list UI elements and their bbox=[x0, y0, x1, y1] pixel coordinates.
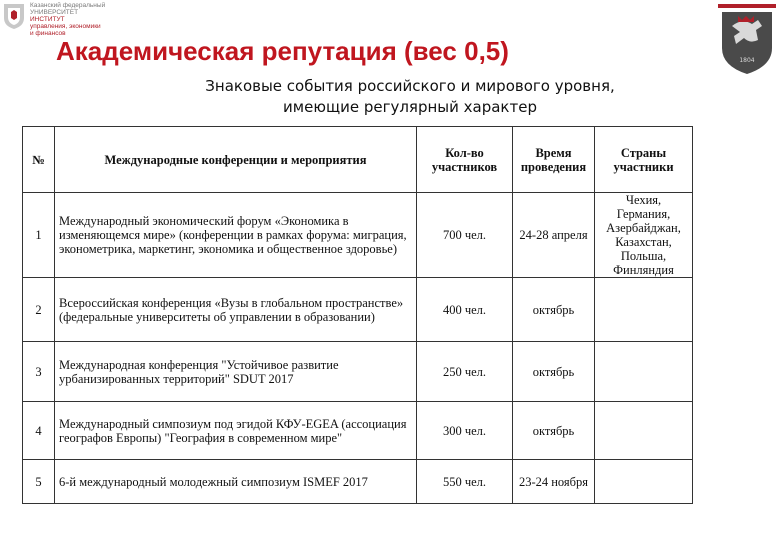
row-count: 550 чел. bbox=[417, 460, 513, 504]
row-num: 4 bbox=[23, 402, 55, 460]
row-name: Международный экономический форум «Экономика в изменяющемся мире» (конференции в рамках форума: миграция, эконометрика, маркетинг, экономика и общественное здоровье) bbox=[55, 193, 417, 278]
subtitle-line-1: Знаковые события российского и мирового уровня, bbox=[205, 77, 615, 95]
kfu-logo-year: 1804 bbox=[739, 57, 755, 64]
kfu-shield-logo-icon bbox=[718, 4, 776, 76]
row-count: 400 чел. bbox=[417, 278, 513, 342]
header-time: Время проведения bbox=[513, 127, 595, 193]
row-time: октябрь bbox=[513, 402, 595, 460]
header-num: № bbox=[23, 127, 55, 193]
row-countries bbox=[595, 278, 693, 342]
row-num: 5 bbox=[23, 460, 55, 504]
university-emblem-icon bbox=[2, 2, 26, 30]
row-count: 300 чел. bbox=[417, 402, 513, 460]
university-logo bbox=[2, 2, 122, 37]
row-name: Всероссийская конференция «Вузы в глобальном пространстве» (федеральные университеты об управлении в образовании) bbox=[55, 278, 417, 342]
row-countries bbox=[595, 342, 693, 402]
table-header-row bbox=[23, 127, 693, 193]
table-row bbox=[23, 193, 693, 278]
table-row bbox=[23, 278, 693, 342]
header-name: Международные конференции и мероприятия bbox=[55, 127, 417, 193]
table-row bbox=[23, 402, 693, 460]
row-num: 1 bbox=[23, 193, 55, 278]
table-row bbox=[23, 342, 693, 402]
row-name: Международный симпозиум под эгидой КФУ-EGEA (ассоциация географов Европы) "География в современном мире" bbox=[55, 402, 417, 460]
row-num: 3 bbox=[23, 342, 55, 402]
row-num: 2 bbox=[23, 278, 55, 342]
university-logo-text: Казанский федеральный УНИВЕРСИТЕТ ИНСТИТУТ управления, экономики и финансов bbox=[30, 2, 106, 37]
row-countries bbox=[595, 402, 693, 460]
row-name: Международная конференция "Устойчивое развитие урбанизированных территорий" SDUT 2017 bbox=[55, 342, 417, 402]
row-time: 23-24 ноября bbox=[513, 460, 595, 504]
events-table bbox=[22, 126, 693, 504]
row-time: октябрь bbox=[513, 278, 595, 342]
row-name: 6-й международный молодежный симпозиум ISMEF 2017 bbox=[55, 460, 417, 504]
table-row bbox=[23, 460, 693, 504]
row-time: 24-28 апреля bbox=[513, 193, 595, 278]
slide-title: Академическая репутация (вес 0,5) bbox=[56, 36, 509, 66]
subtitle-line-2: имеющие регулярный характер bbox=[283, 98, 537, 116]
row-countries: Чехия, Германия, Азербайджан, Казахстан, Польша, Финляндия bbox=[595, 193, 693, 278]
row-count: 700 чел. bbox=[417, 193, 513, 278]
header-count: Кол-во участников bbox=[417, 127, 513, 193]
row-time: октябрь bbox=[513, 342, 595, 402]
row-countries bbox=[595, 460, 693, 504]
row-count: 250 чел. bbox=[417, 342, 513, 402]
slide-subtitle bbox=[170, 76, 650, 118]
header-countries: Страны участники bbox=[595, 127, 693, 193]
